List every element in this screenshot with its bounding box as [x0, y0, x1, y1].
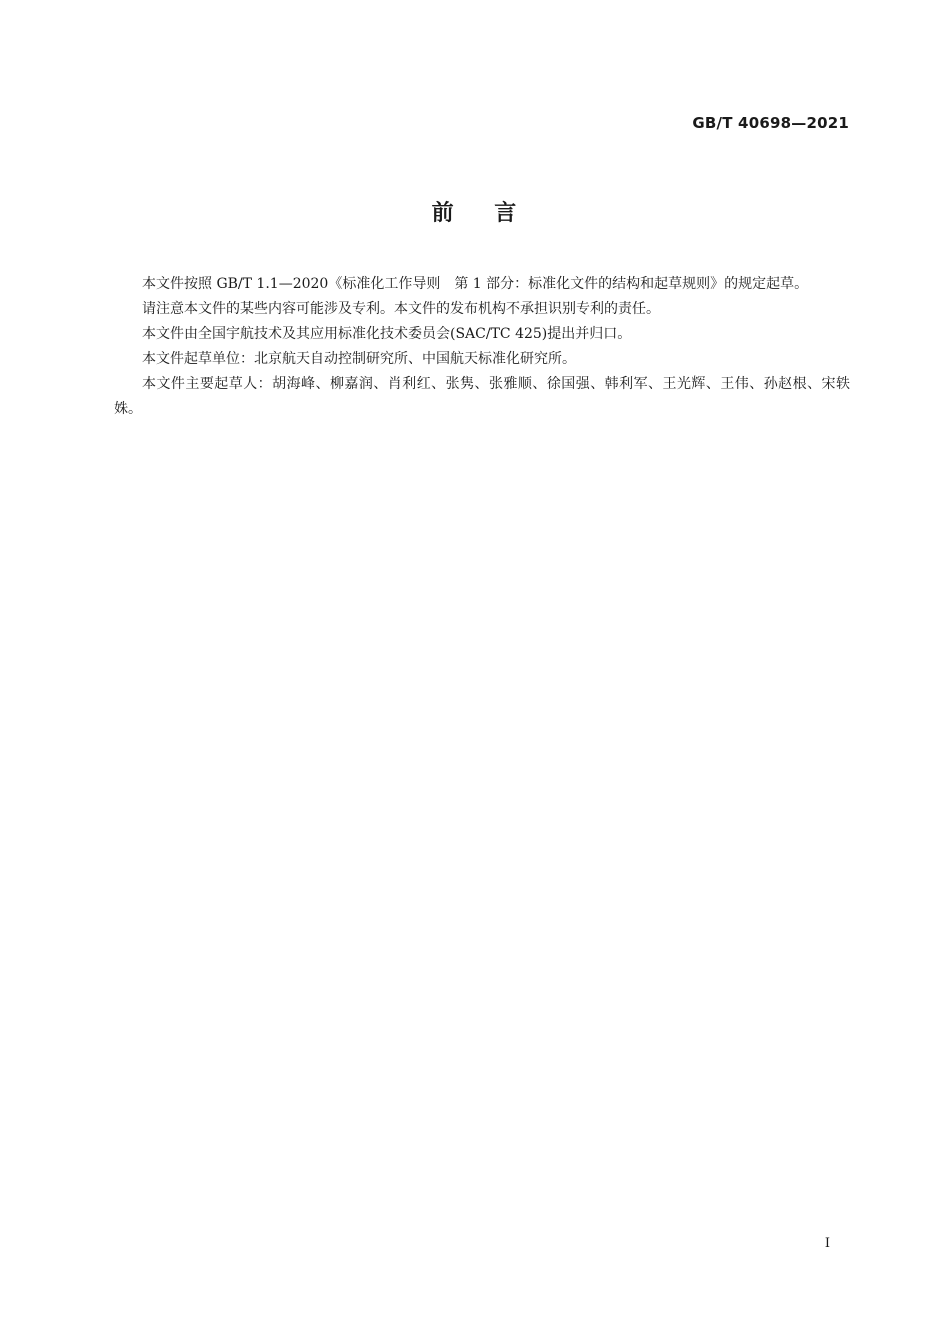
paragraph-drafters: 本文件主要起草人：胡海峰、柳嘉润、肖利红、张隽、张雅顺、徐国强、韩利军、王光辉、王伟、孙赵根、宋轶姝。 — [114, 376, 850, 417]
page-number: I — [824, 1236, 830, 1251]
paragraph-proposer: 本文件由全国宇航技术及其应用标准化技术委员会(SAC/TC 425)提出并归口。 — [142, 326, 632, 342]
paragraph-patent-notice: 请注意本文件的某些内容可能涉及专利。本文件的发布机构不承担识别专利的责任。 — [142, 301, 660, 317]
document-body — [114, 272, 850, 422]
paragraph-drafting-units: 本文件起草单位：北京航天自动控制研究所、中国航天标准化研究所。 — [142, 351, 576, 367]
page-title: 前 言 — [431, 201, 519, 226]
standard-code: GB/T 40698—2021 — [692, 114, 849, 132]
paragraph-drafting-rules: 本文件按照 GB/T 1.1—2020《标准化工作导则 第 1 部分：标准化文件的结构和起草规则》的规定起草。 — [142, 276, 809, 292]
